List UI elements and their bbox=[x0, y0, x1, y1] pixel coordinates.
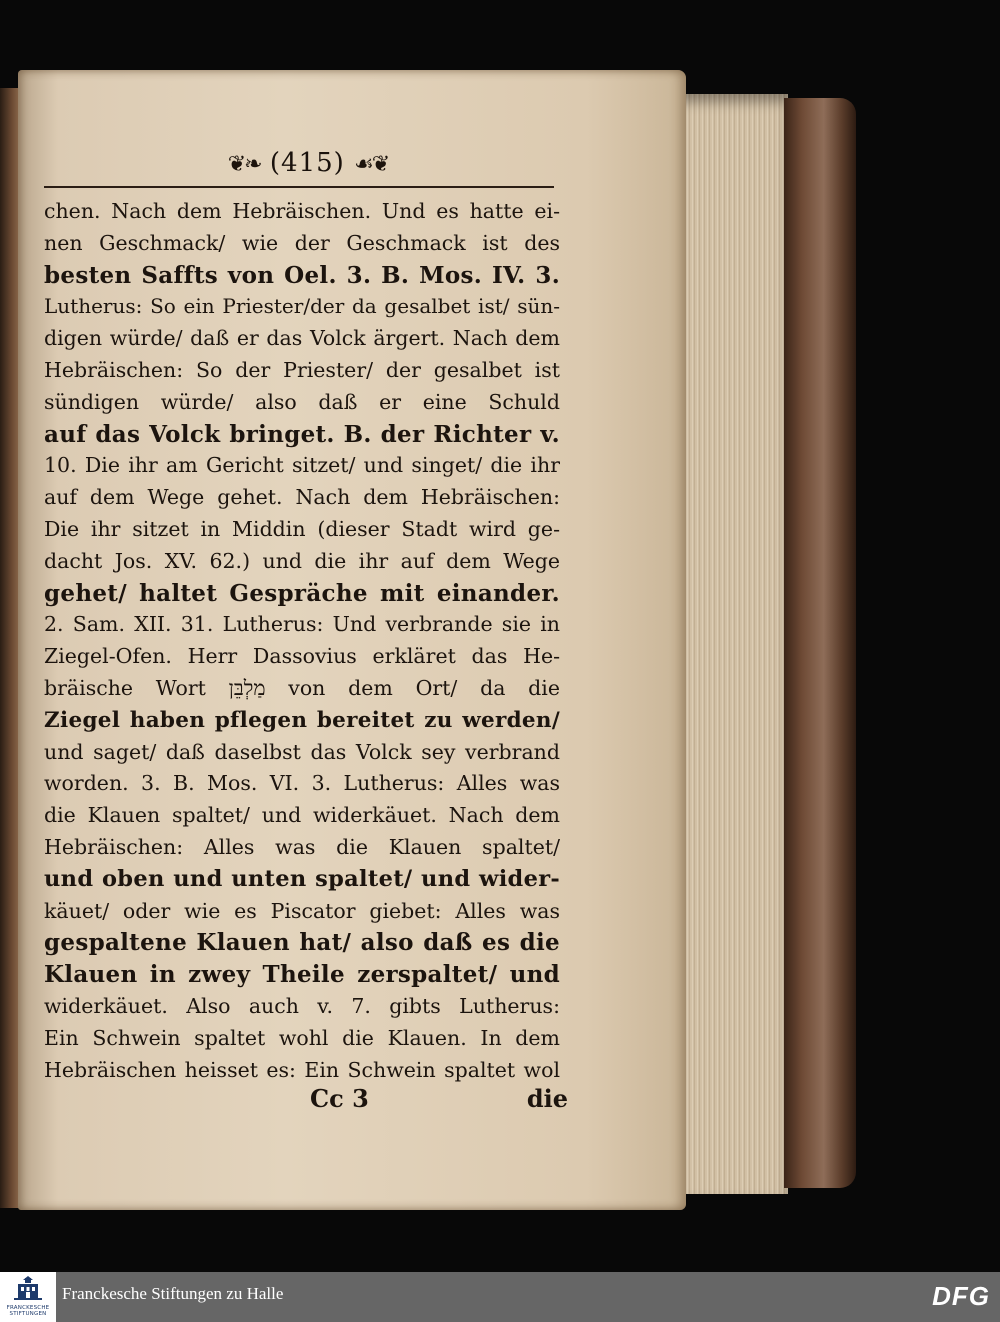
text-line: Klauen in zwey Theile zerspaltet/ und bbox=[44, 961, 560, 989]
text-line: Ein Schwein spaltet wohl die Klauen. In dem bbox=[44, 1025, 560, 1050]
footer-banner bbox=[0, 1272, 1000, 1322]
page-header bbox=[58, 148, 558, 188]
text-line: Hebräischen: Alles was die Klauen spaltet/ bbox=[44, 834, 560, 859]
ornament-left-icon: ❦❧ bbox=[227, 152, 261, 177]
page-text bbox=[44, 196, 560, 1086]
page-number: (415) bbox=[269, 148, 345, 178]
text-line: auf dem Wege gehet. Nach dem Hebräischen: bbox=[44, 485, 560, 510]
text-line: widerkäuet. Also auch v. 7. gibts Lutherus: bbox=[44, 993, 560, 1018]
text-line: worden. 3. B. Mos. VI. 3. Lutherus: Alles was bbox=[44, 771, 560, 796]
text-line: Hebräischen: So der Priester/ der gesalbet ist bbox=[44, 357, 560, 382]
text-line: die Klauen spaltet/ und widerkäuet. Nach dem bbox=[44, 803, 560, 828]
text-line: gehet/ haltet Gespräche mit einander. bbox=[44, 579, 560, 607]
dfg-logo[interactable]: DFG bbox=[932, 1281, 990, 1311]
text-line: gespaltene Klauen hat/ also daß es die bbox=[44, 929, 560, 957]
header-rule bbox=[44, 186, 554, 188]
text-line: besten Saffts von Oel. 3. B. Mos. IV. 3. bbox=[44, 261, 560, 289]
text-line: digen würde/ daß er das Volck ärgert. Nach dem bbox=[44, 326, 560, 351]
text-line: chen. Nach dem Hebräischen. Und es hatte ei- bbox=[44, 199, 560, 223]
text-line: 10. Die ihr am Gericht sitzet/ und singet/ die ihr bbox=[44, 453, 560, 478]
text-line: dacht Jos. XV. 62.) und die ihr auf dem Wege bbox=[44, 548, 560, 573]
text-line: Ziegel-Ofen. Herr Dassovius erkläret das He- bbox=[44, 644, 560, 669]
text-line: und saget/ daß daselbst das Volck sey verbrand bbox=[44, 739, 560, 764]
page-footer bbox=[300, 1084, 568, 1120]
text-line: sündigen würde/ also daß er eine Schuld bbox=[44, 389, 560, 414]
text-line: Ziegel haben pflegen bereitet zu werden/ bbox=[44, 707, 560, 733]
ornament-right-icon: ☙❦ bbox=[354, 152, 389, 177]
institution-logo[interactable] bbox=[0, 1272, 56, 1322]
catchword: die bbox=[526, 1084, 568, 1113]
text-line: käuet/ oder wie es Piscator giebet: Alles was bbox=[44, 898, 560, 923]
book-page-edges bbox=[676, 94, 788, 1194]
text-line: und oben und unten spaltet/ und wider- bbox=[44, 865, 560, 892]
book-cover-edge bbox=[784, 98, 856, 1188]
text-line: auf das Volck bringet. B. der Richter v. bbox=[44, 420, 560, 448]
signature-mark: Cc 3 bbox=[310, 1084, 369, 1113]
text-line: 2. Sam. XII. 31. Lutherus: Und verbrande sie in bbox=[44, 612, 560, 637]
facing-page-edge bbox=[0, 88, 20, 1208]
text-line: Die ihr sitzet in Middin (dieser Stadt wird ge- bbox=[44, 516, 560, 541]
text-line: Hebräischen heisset es: Ein Schwein spaltet wol bbox=[44, 1057, 560, 1082]
text-line: bräische Wort מַלְבֵּן von dem Ort/ da die bbox=[44, 675, 560, 700]
logo-text: FRANCKESCHE STIFTUNGEN bbox=[6, 1305, 50, 1317]
text-line: nen Geschmack/ wie der Geschmack ist des bbox=[44, 230, 560, 255]
institution-logo-icon bbox=[12, 1276, 44, 1304]
institution-name[interactable]: Franckesche Stiftungen zu Halle bbox=[62, 1284, 284, 1303]
text-line: Lutherus: So ein Priester/der da gesalbet ist/ sün- bbox=[44, 294, 560, 319]
